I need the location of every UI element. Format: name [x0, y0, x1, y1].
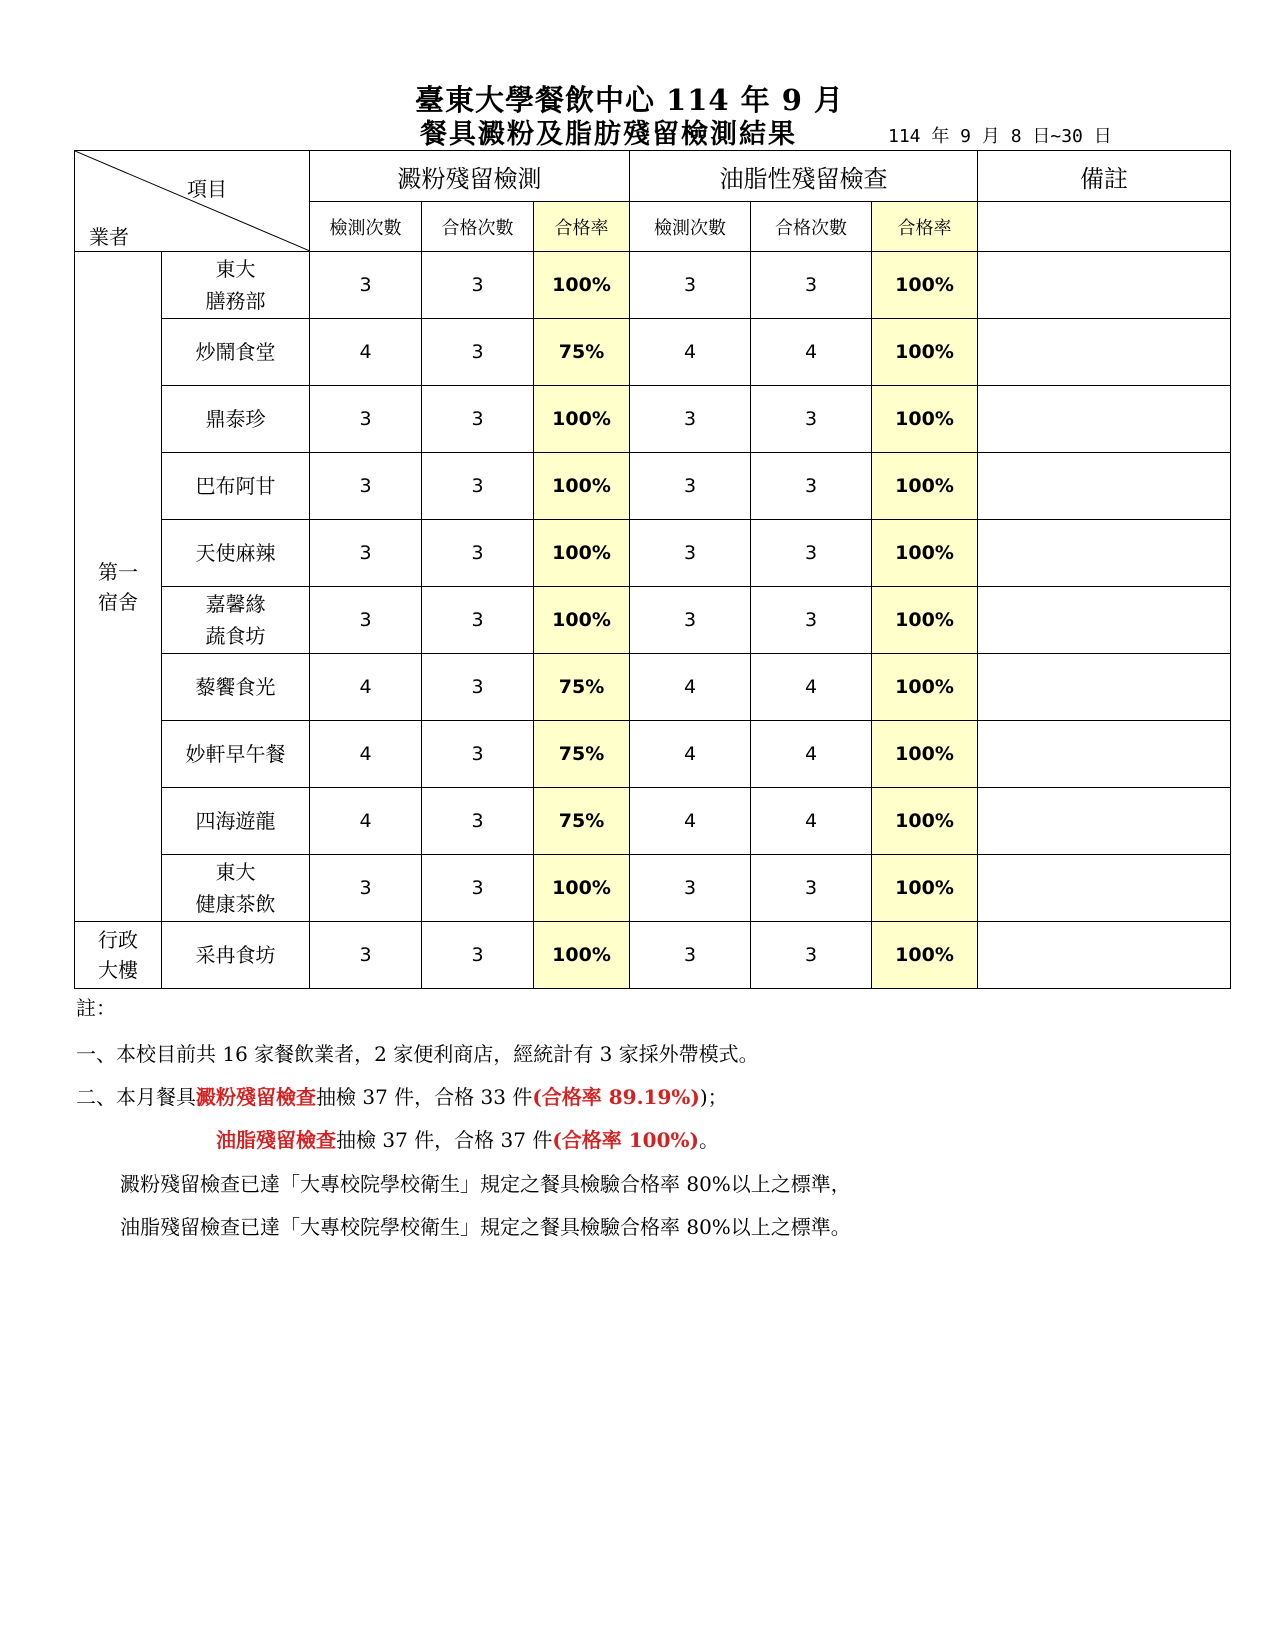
fat-pass-rate: 100% [872, 654, 978, 721]
starch-test-count: 3 [310, 520, 422, 587]
vendor-name-line2: 膳務部 [205, 289, 266, 313]
starch-pass-rate: 100% [534, 252, 630, 319]
group-name-line2: 大樓 [98, 958, 138, 982]
fat-test-count: 4 [630, 721, 751, 788]
starch-test-count: 4 [310, 654, 422, 721]
starch-rate-summary: (合格率 89.19%) [532, 1085, 700, 1109]
vendor-name-line1: 東大 [215, 860, 256, 884]
starch-pass-count: 3 [422, 252, 534, 319]
vendor-name-line1: 嘉馨緣 [205, 592, 266, 616]
starch-pass-rate: 75% [534, 721, 630, 788]
remark-cell [978, 386, 1231, 453]
notes-label: 註： [76, 996, 116, 1020]
fat-test-count: 3 [630, 922, 751, 989]
group-dormitory [75, 252, 162, 922]
note-line-5: 油脂殘留檢查已達「大專校院學校衛生」規定之餐具檢驗合格率 80%以上之標準。 [120, 1215, 851, 1239]
fat-group-header: 油脂性殘留檢查 [630, 151, 978, 202]
starch-pass-count: 3 [422, 654, 534, 721]
fat-pass-count: 3 [751, 453, 872, 520]
vendor-name-line2: 健康茶飲 [195, 892, 276, 916]
starch-test-count: 4 [310, 788, 422, 855]
vendor-name-line1: 東大 [215, 257, 256, 281]
starch-pass-rate: 100% [534, 520, 630, 587]
starch-pass-count: 3 [422, 319, 534, 386]
starch-test-count: 3 [310, 922, 422, 989]
starch-test-count: 3 [310, 587, 422, 654]
fat-test-count: 4 [630, 319, 751, 386]
table-row [75, 654, 1231, 721]
starch-pass-rate: 75% [534, 788, 630, 855]
starch-test-count: 4 [310, 721, 422, 788]
page-title: 臺東大學餐飲中心 114 年 9 月 [414, 83, 845, 117]
remark-cell [978, 788, 1231, 855]
table-row [75, 922, 1231, 989]
group-name-line1: 第一 [98, 559, 138, 584]
starch-pass-count: 3 [422, 386, 534, 453]
remark-header: 備註 [978, 151, 1231, 202]
remark-cell [978, 654, 1231, 721]
table-row [75, 587, 1231, 654]
item-label: 項目 [187, 177, 227, 201]
starch-pass-rate: 75% [534, 319, 630, 386]
fat-pass-header: 合格次數 [751, 202, 872, 252]
table-row [75, 721, 1231, 788]
fat-test-count: 4 [630, 654, 751, 721]
group-name-line1: 行政 [98, 928, 138, 952]
vendor-name [162, 386, 310, 453]
starch-pass-rate: 75% [534, 654, 630, 721]
fat-test-count: 3 [630, 587, 751, 654]
fat-test-count: 3 [630, 252, 751, 319]
fat-pass-count: 3 [751, 922, 872, 989]
starch-pass-rate: 100% [534, 386, 630, 453]
page-subtitle: 餐具澱粉及脂肪殘留檢測結果 [420, 119, 797, 150]
starch-test-count: 4 [310, 319, 422, 386]
fat-pass-count: 4 [751, 721, 872, 788]
starch-group-header: 澱粉殘留檢測 [310, 151, 630, 202]
fat-pass-rate: 100% [872, 922, 978, 989]
fat-test-count: 3 [630, 386, 751, 453]
vendor-name-line1: 妙軒早午餐 [185, 742, 286, 766]
table-row [75, 252, 1231, 319]
starch-pass-header: 合格次數 [422, 202, 534, 252]
table-row [75, 788, 1231, 855]
starch-pass-count: 3 [422, 587, 534, 654]
starch-test-count: 3 [310, 453, 422, 520]
note-line-3 [216, 1124, 719, 1153]
starch-pass-rate: 100% [534, 855, 630, 922]
starch-pass-rate: 100% [534, 453, 630, 520]
table-row [75, 319, 1231, 386]
table-row [75, 386, 1231, 453]
fat-rate-summary: (合格率 100%) [552, 1128, 699, 1152]
diagonal-header-cell [75, 151, 310, 252]
fat-pass-count: 3 [751, 855, 872, 922]
vendor-name-line1: 四海遊龍 [195, 809, 276, 833]
note-line-3-middle: 抽檢 37 件，合格 37 件 [336, 1128, 553, 1152]
note-line-1: 一、本校目前共 16 家餐飲業者，2 家便利商店，經統計有 3 家採外帶模式。 [76, 1042, 759, 1066]
vendor-name [162, 721, 310, 788]
fat-pass-count: 4 [751, 654, 872, 721]
group-name-line2: 宿舍 [98, 589, 138, 614]
vendor-name-line1: 藜饗食光 [195, 675, 276, 699]
note-line-2-prefix: 二、本月餐具 [76, 1085, 196, 1109]
vendor-name-line1: 鼎泰珍 [205, 407, 266, 431]
vendor-name-line1: 天使麻辣 [195, 541, 276, 565]
vendor-name-line1: 炒鬧食堂 [195, 340, 276, 364]
starch-test-count: 3 [310, 252, 422, 319]
vendor-name [162, 520, 310, 587]
remark-cell [978, 453, 1231, 520]
remark-cell [978, 520, 1231, 587]
remark-cell [978, 252, 1231, 319]
vendor-name [162, 319, 310, 386]
vendor-name [162, 654, 310, 721]
fat-pass-rate: 100% [872, 520, 978, 587]
fat-test-count: 3 [630, 855, 751, 922]
fat-pass-count: 3 [751, 587, 872, 654]
table-row [75, 855, 1231, 922]
note-line-3-suffix: 。 [698, 1128, 719, 1152]
starch-pass-count: 3 [422, 788, 534, 855]
group-admin-building [75, 922, 162, 989]
vendor-name [162, 788, 310, 855]
vendor-name [162, 453, 310, 520]
vendor-name [162, 587, 310, 654]
fat-pass-rate: 100% [872, 587, 978, 654]
fat-test-count: 4 [630, 788, 751, 855]
starch-pass-rate: 100% [534, 587, 630, 654]
note-line-2-suffix: )； [699, 1085, 728, 1109]
fat-test-count: 3 [630, 520, 751, 587]
fat-pass-count: 4 [751, 319, 872, 386]
starch-pass-count: 3 [422, 453, 534, 520]
vendor-name-line2: 蔬食坊 [205, 624, 266, 648]
fat-pass-rate: 100% [872, 386, 978, 453]
remark-cell [978, 587, 1231, 654]
table-row [75, 520, 1231, 587]
note-line-4: 澱粉殘留檢查已達「大專校院學校衛生」規定之餐具檢驗合格率 80%以上之標準， [120, 1172, 851, 1196]
starch-rate-header: 合格率 [534, 202, 630, 252]
vendor-name-line1: 巴布阿甘 [195, 474, 276, 498]
fat-pass-count: 3 [751, 386, 872, 453]
remark-cell [978, 855, 1231, 922]
starch-pass-count: 3 [422, 721, 534, 788]
table-row [75, 453, 1231, 520]
starch-test-count: 3 [310, 386, 422, 453]
starch-check-label: 澱粉殘留檢查 [196, 1085, 316, 1109]
starch-pass-count: 3 [422, 922, 534, 989]
fat-pass-rate: 100% [872, 855, 978, 922]
date-range: 114 年 9 月 8 日~30 日 [888, 126, 1112, 147]
fat-rate-header: 合格率 [872, 202, 978, 252]
vendor-name-line1: 采冉食坊 [195, 943, 276, 967]
vendor-name [162, 252, 310, 319]
remark-cell [978, 319, 1231, 386]
fat-check-label: 油脂殘留檢查 [216, 1128, 336, 1152]
fat-pass-count: 3 [751, 252, 872, 319]
note-line-2 [76, 1081, 728, 1110]
fat-test-header: 檢測次數 [630, 202, 751, 252]
fat-pass-rate: 100% [872, 721, 978, 788]
vendor-label: 業者 [89, 225, 129, 249]
fat-pass-rate: 100% [872, 453, 978, 520]
vendor-name [162, 855, 310, 922]
note-line-2-middle: 抽檢 37 件，合格 33 件 [316, 1085, 533, 1109]
starch-test-header: 檢測次數 [310, 202, 422, 252]
remark-cell [978, 922, 1231, 989]
starch-pass-count: 3 [422, 520, 534, 587]
starch-test-count: 3 [310, 855, 422, 922]
remark-subheader [978, 202, 1231, 252]
fat-pass-rate: 100% [872, 319, 978, 386]
fat-test-count: 3 [630, 453, 751, 520]
remark-cell [978, 721, 1231, 788]
starch-pass-rate: 100% [534, 922, 630, 989]
inspection-table [74, 150, 1231, 989]
fat-pass-count: 3 [751, 520, 872, 587]
fat-pass-rate: 100% [872, 788, 978, 855]
fat-pass-count: 4 [751, 788, 872, 855]
fat-pass-rate: 100% [872, 252, 978, 319]
vendor-name [162, 922, 310, 989]
starch-pass-count: 3 [422, 855, 534, 922]
